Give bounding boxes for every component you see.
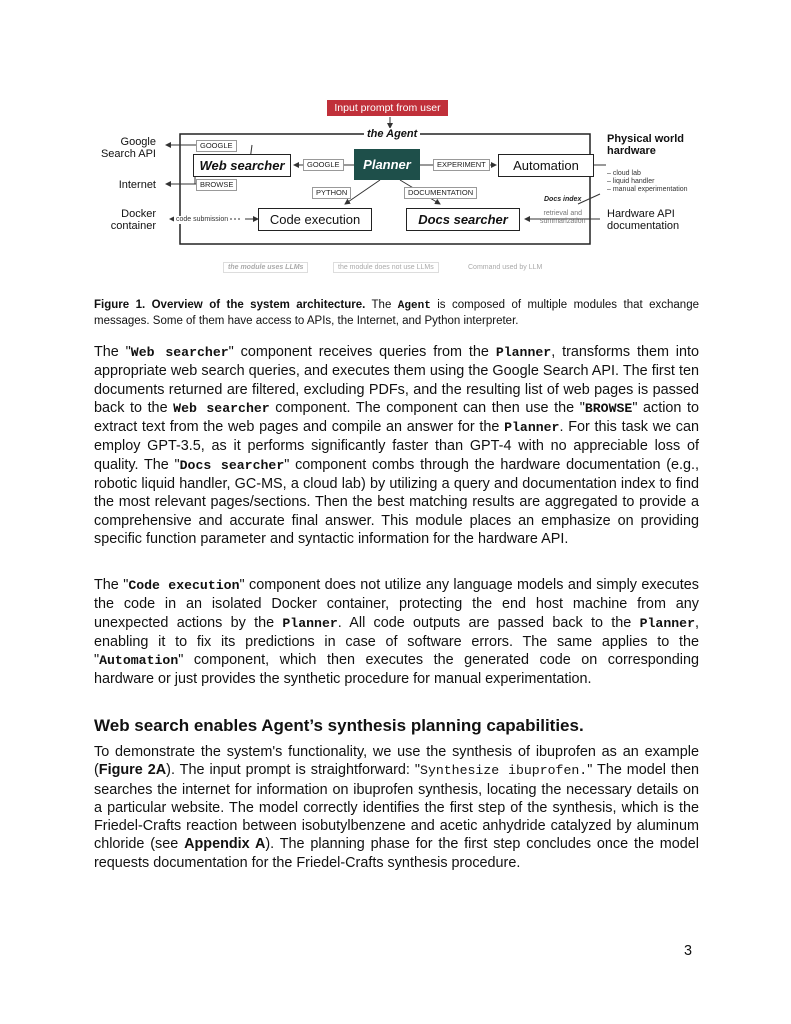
legend-command: Command used by LLM [463,262,547,273]
physical-world-label: Physical world hardware [607,133,685,157]
legend-no-llms: the module does not use LLMs [333,262,439,273]
retrieval-label: retrieval and summarization [540,210,586,225]
hardware-api-label: Hardware API documentation [607,208,680,232]
tag-google-mid: GOOGLE [303,159,344,171]
architecture-figure [100,98,700,284]
legend-uses-llms: the module uses LLMs [223,262,308,273]
agent-label: the Agent [364,128,420,140]
page-number: 3 [684,943,693,959]
docs-searcher-module: Docs searcher [406,208,520,231]
internet-label: Internet [118,179,156,191]
paragraph-code-execution: The "Code execution" component does not utilize any language models and simply executes the code in an isolated Docker container, protecting the end host machine from any unexpected actions by the Planner. All code outputs are passed back to the Planner, enabling it to fix its predictions in case of software errors. The same applies to the "Automation" component, which then executes the generated code on corresponding hardware or just provides the synthetic procedure for manual experimentation. [94,577,700,688]
tag-documentation: DOCUMENTATION [404,187,477,199]
google-search-api-label: Google Search API [100,136,156,160]
planner-module: Planner [354,149,420,180]
paragraph-ibuprofen: To demonstrate the system's functionality, we use the synthesis of ibuprofen as an example (Figure 2A). The input prompt is straightforward: "Synthesize ibuprofen." The model then searches the internet for information on ibuprofen synthesis, locating the necessary details on a particular website. The model correctly identifies the first step of the synthesis, which is the Friedel-Crafts reaction between isobutylbenzene and acetic anhydride catalyzed by aluminum chloride (see Appendix A). The planning phase for the first step concludes once the model requests documentation for the Friedel-Crafts synthesis procedure. [94,744,699,871]
tag-experiment: EXPERIMENT [433,159,490,171]
code-submission-label: code submission [176,216,229,223]
section-heading: Web search enables Agent’s synthesis planning capabilities. [94,716,584,735]
docker-container-label: Docker container [110,208,156,232]
hardware-list: – cloud lab – liquid handler – manual experimentation [607,170,688,193]
docs-index-label: Docs index [544,196,582,203]
automation-module: Automation [498,154,594,177]
figure-caption: Figure 1. Overview of the system architecture. The Agent is composed of multiple modules that exchange messages. Some of them have access to APIs, the Internet, and Python interpreter. [94,299,699,327]
paragraph-web-searcher: The "Web searcher" component receives queries from the Planner, transforms them into appropriate web search queries, and executes them using the Google Search API. The first ten documents returned are filtered, excluding PDFs, and the resulting list of web pages is passed back to the Web searcher component. The component can then use the "BROWSE" action to extract text from the web pages and compile an answer for the Planner. For this task we can employ GPT-3.5, as it performs significantly faster than GPT-4 with no appreciable loss of quality. The "Docs searcher" component combs through the hardware documentation (e.g., robotic liquid handler, GC-MS, a cloud lab) by utilizing a query and documentation index to find the most relevant pages/sections. Then the best matching results are aggregated to provide a comprehensive and accurate final answer. This module places an emphasize on providing specific function parameter and syntactic information for the hardware API. [94,344,700,547]
code-execution-module: Code execution [258,208,372,231]
tag-python: PYTHON [312,187,351,199]
web-searcher-module: Web searcher [193,154,291,177]
tag-google-top: GOOGLE [196,140,237,152]
input-prompt-box: Input prompt from user [327,100,448,116]
tag-browse: BROWSE [196,179,237,191]
